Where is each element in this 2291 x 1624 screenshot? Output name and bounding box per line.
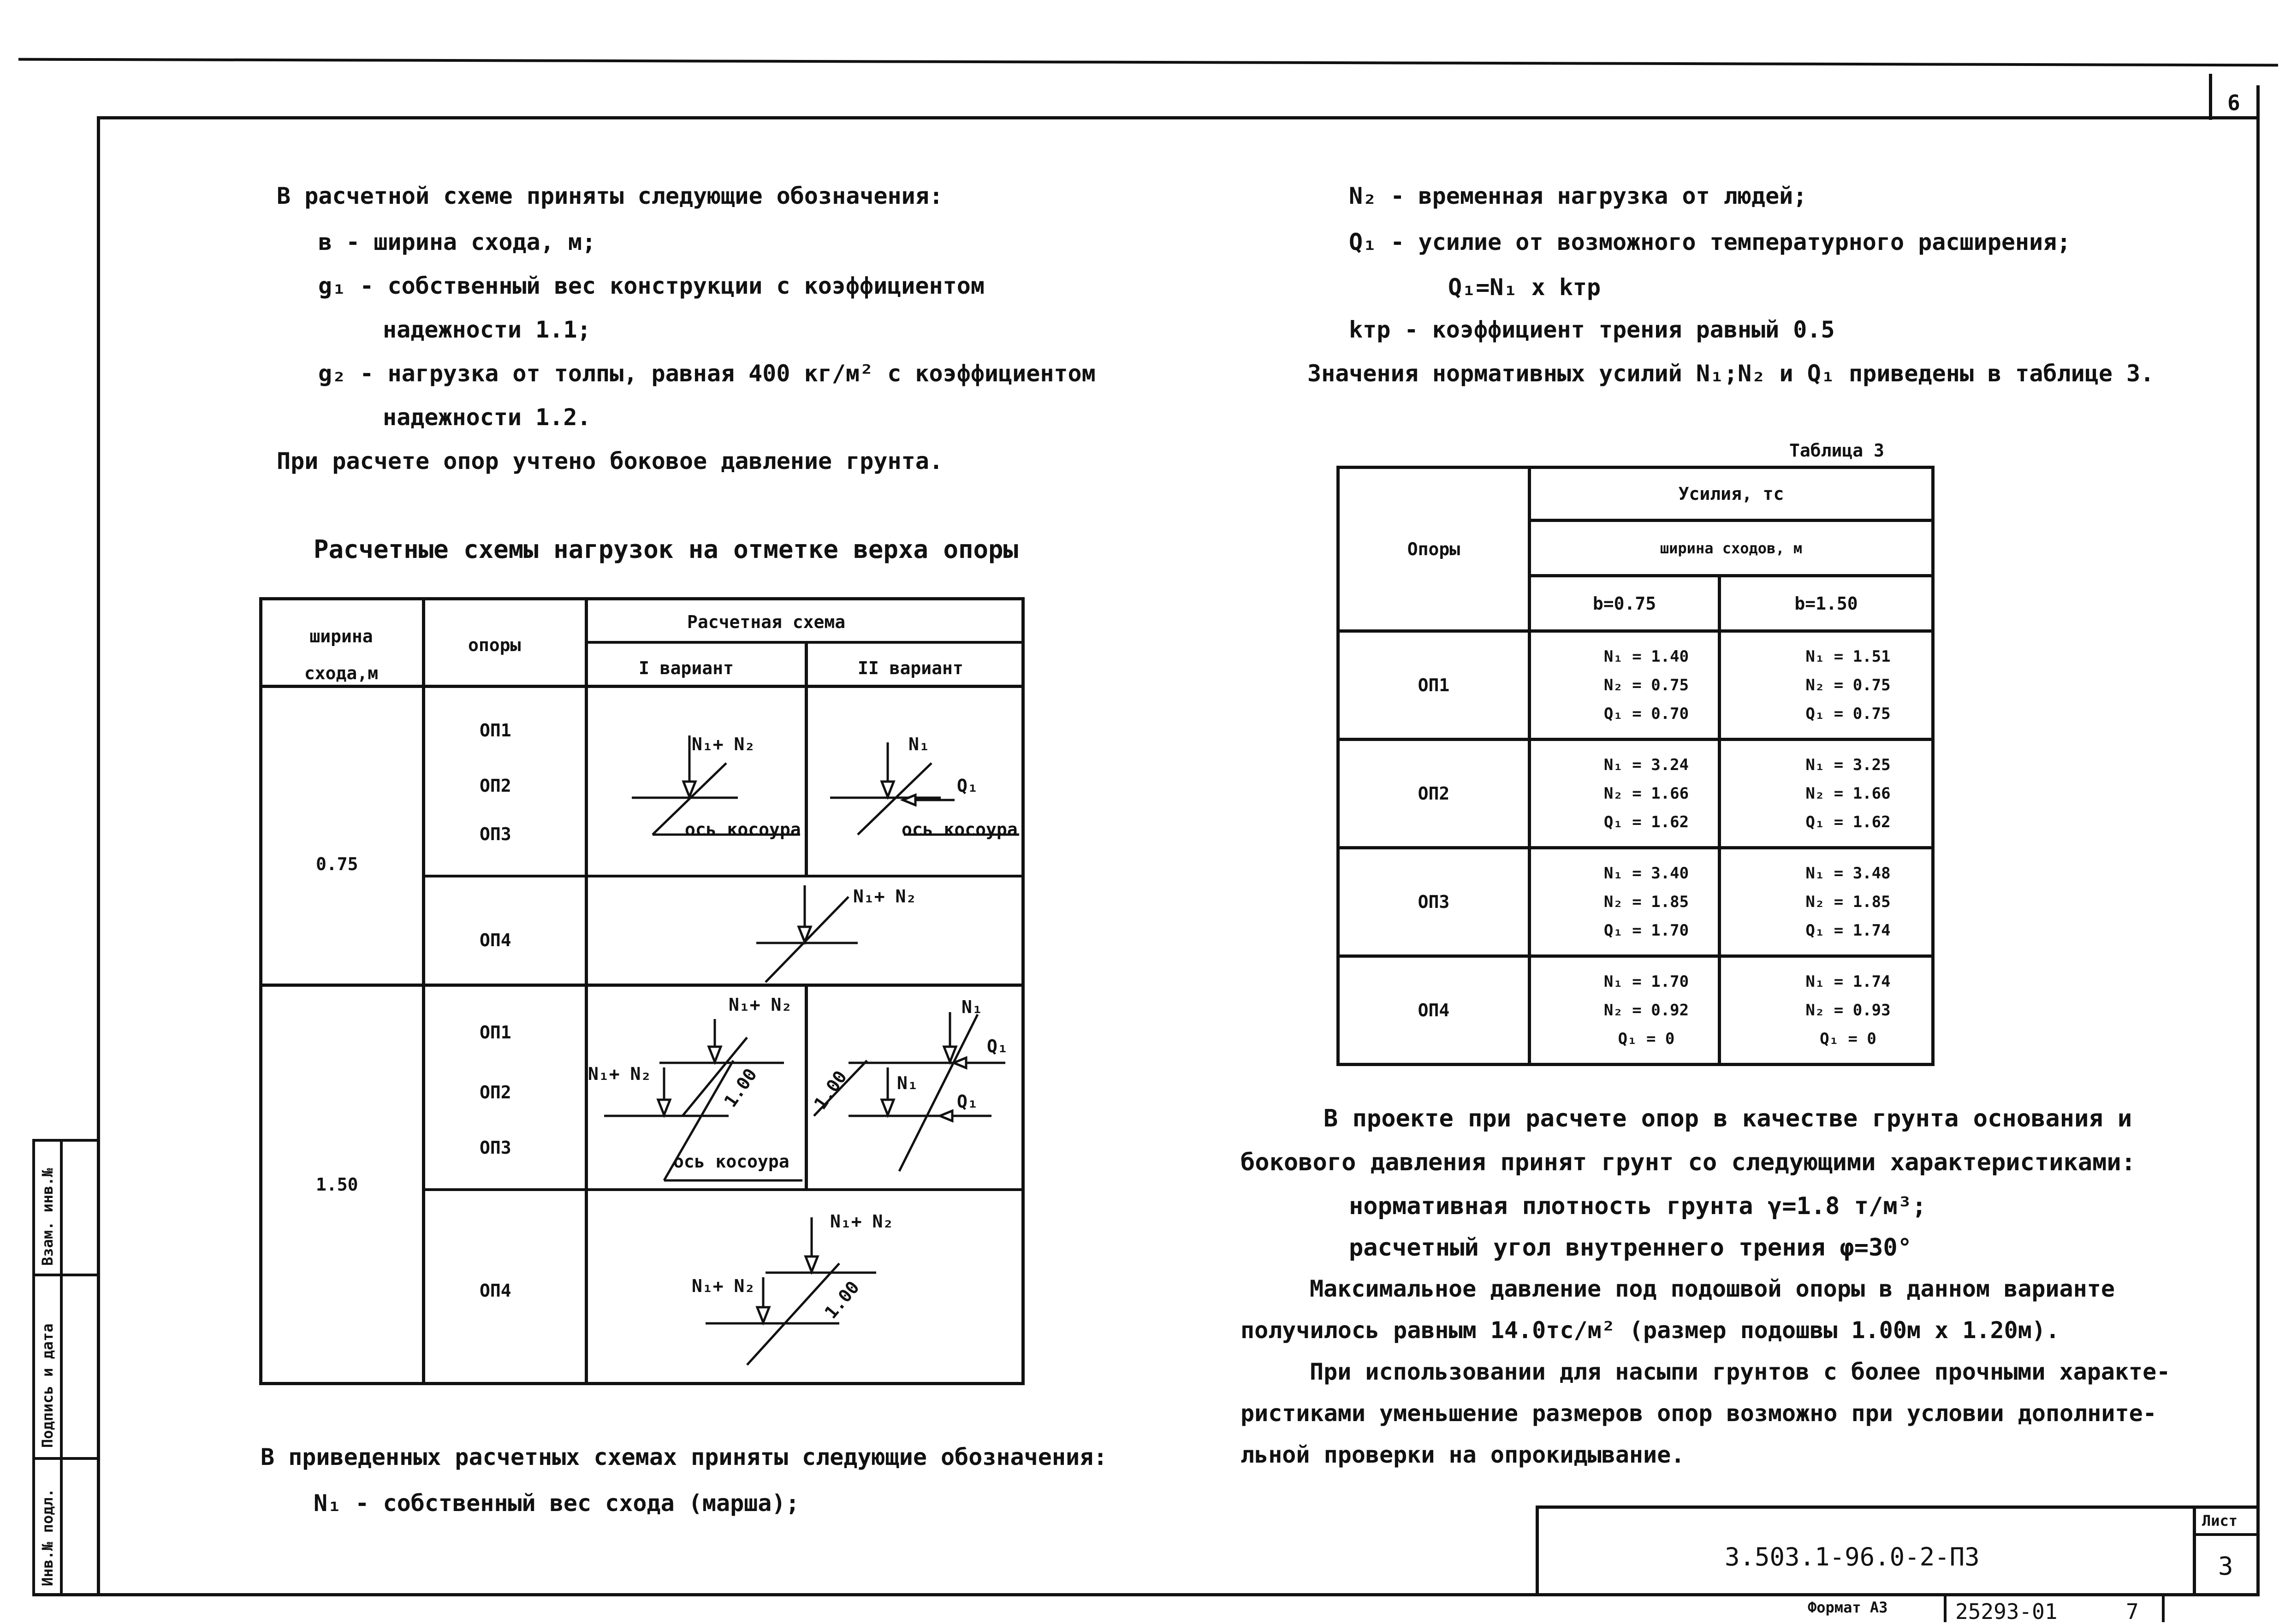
- st-op1-b: ОП1: [480, 1022, 511, 1043]
- lbl-n1n2-op4a: N₁+ N₂: [853, 886, 917, 907]
- sheet-corner-number: 6: [2227, 90, 2240, 115]
- footer-doc-number: 25293-01: [1955, 1599, 2058, 1624]
- def-q1: Q₁ - усилие от возможного температурного расширения;: [1349, 229, 2071, 255]
- lbl-n1n2-v1b-left: N₁+ N₂: [588, 1064, 652, 1084]
- ft-cell: N₁ = 3.24 N₂ = 1.66 Q₁ = 1.62: [1530, 740, 1720, 848]
- stronger-soil-line1: При использовании для насыпи грунтов с более прочными характе-: [1310, 1358, 2171, 1385]
- ft-row-name: ОП4: [1338, 956, 1530, 1065]
- title-block-sheet-div: [2193, 1533, 2260, 1536]
- footer-sep1: [1944, 1596, 1947, 1622]
- st-op3-b: ОП3: [480, 1138, 511, 1158]
- st-hdr-var1: I вариант: [639, 658, 734, 678]
- ft-row-name: ОП2: [1338, 740, 1530, 848]
- footer-page: 7: [2126, 1599, 2139, 1624]
- ft-col2: b=1.50: [1720, 576, 1933, 631]
- def-g1-cont: надежности 1.1;: [383, 316, 591, 343]
- def-n1: N₁ - собственный вес схода (марша);: [314, 1490, 800, 1517]
- lbl-kosour-v2a: ось косоура: [902, 819, 1018, 840]
- st-op2-b: ОП2: [480, 1082, 511, 1102]
- stronger-soil-line3: льной проверки на опрокидывание.: [1240, 1441, 1685, 1468]
- st-hdr-supports: опоры: [468, 635, 521, 655]
- lbl-kosour-v1b: ось косоура: [673, 1151, 789, 1172]
- st-hdr-scheme: Расчетная схема: [687, 612, 846, 632]
- st-width-150: 1.50: [316, 1174, 358, 1195]
- stamp-replace-label: Взам. инв.№: [39, 1168, 56, 1266]
- ft-col1: b=0.75: [1530, 576, 1720, 631]
- def-g1: g₁ - собственный вес конструкции с коэффициентом: [318, 273, 985, 299]
- forces-table: [1336, 466, 1935, 1066]
- schemes-title: Расчетные схемы нагрузок на отметке верха опоры: [314, 535, 1019, 564]
- lbl-q1-v2b-top: Q₁: [987, 1036, 1008, 1056]
- lbl-n1n2-op4b-left: N₁+ N₂: [692, 1276, 755, 1296]
- ft-cell: N₁ = 1.40 N₂ = 0.75 Q₁ = 0.70: [1530, 631, 1720, 740]
- lbl-q1-v2a: Q₁: [957, 776, 978, 796]
- side-pressure-note: При расчете опор учтено боковое давление грунта.: [277, 448, 943, 474]
- max-pressure-line2: получилось равным 14.0тс/м² (размер подошвы 1.00м x 1.20м).: [1240, 1317, 2060, 1344]
- st-op4-a: ОП4: [480, 930, 511, 950]
- values-note: Значения нормативных усилий N₁;N₂ и Q₁ приведены в таблице 3.: [1307, 360, 2154, 387]
- lbl-kosour-v1a: ось косоура: [685, 819, 801, 840]
- ft-cell: N₁ = 3.25 N₂ = 1.66 Q₁ = 1.62: [1720, 740, 1933, 848]
- st-hdr-width: ширина схода,м: [304, 626, 379, 683]
- ft-cell: N₁ = 3.40 N₂ = 1.85 Q₁ = 1.70: [1530, 848, 1720, 956]
- stamp-inv-label: Инв.№ подл.: [39, 1488, 56, 1586]
- table3-caption: Таблица 3: [1789, 440, 1884, 461]
- lbl-n1n2-v1a: N₁+ N₂: [692, 734, 755, 754]
- lbl-q1-v2b-bottom: Q₁: [957, 1091, 978, 1112]
- soil-par1-line2: бокового давления принят грунт со следующими характеристиками:: [1240, 1149, 2136, 1176]
- soil-friction-angle: расчетный угол внутреннего трения φ=30°: [1349, 1234, 1912, 1262]
- ft-cell: N₁ = 1.70 N₂ = 0.92 Q₁ = 0: [1530, 956, 1720, 1065]
- lbl-one-v2b: 1.00: [810, 1067, 851, 1114]
- soil-par1-line1: В проекте при расчете опор в качестве грунта основания и: [1324, 1105, 2132, 1132]
- lbl-n1n2-op4b-top: N₁+ N₂: [830, 1211, 894, 1232]
- st-op1-a: ОП1: [480, 720, 511, 741]
- sheet-label: Лист: [2202, 1512, 2238, 1529]
- doc-code: 3.503.1-96.0-2-ПЗ: [1725, 1542, 1980, 1571]
- def-b: в - ширина схода, м;: [318, 229, 596, 255]
- left-intro: В расчетной схеме приняты следующие обозначения:: [277, 183, 943, 209]
- def-ktr: kтр - коэффициент трения равный 0.5: [1349, 316, 1835, 343]
- lbl-one-op4b: 1.00: [820, 1277, 864, 1323]
- ft-row-name: ОП3: [1338, 848, 1530, 956]
- ft-hdr-width: ширина сходов, м: [1530, 521, 1933, 576]
- lbl-n1-v2b-mid: N₁: [897, 1073, 918, 1093]
- lbl-n1-v2b: N₁: [962, 997, 983, 1017]
- title-block-sheet-left: [2193, 1505, 2196, 1596]
- lbl-n1n2-v1b-top: N₁+ N₂: [729, 995, 792, 1015]
- def-g2-cont: надежности 1.2.: [383, 404, 591, 431]
- title-block-left: [1536, 1505, 1539, 1596]
- stronger-soil-line2: ристиками уменьшение размеров опор возможно при условии дополните-: [1240, 1400, 2157, 1427]
- def-g2: g₂ - нагрузка от толпы, равная 400 кг/м² с коэффициентом: [318, 360, 1096, 387]
- footer-sep2: [2162, 1596, 2165, 1622]
- st-hdr-var2: II вариант: [858, 658, 963, 678]
- format-label: Формат А3: [1808, 1599, 1888, 1616]
- st-width-075: 0.75: [316, 854, 358, 874]
- ft-hdr-supports: Опоры: [1338, 468, 1530, 631]
- def-n2: N₂ - временная нагрузка от людей;: [1349, 183, 1807, 209]
- ft-hdr-forces: Усилия, тс: [1530, 468, 1933, 521]
- stamp-sign-label: Подпись и дата: [39, 1323, 56, 1448]
- max-pressure-line1: Максимальное давление под подошвой опоры в данном варианте: [1310, 1275, 2115, 1302]
- st-op2-a: ОП2: [480, 776, 511, 796]
- ft-row-name: ОП1: [1338, 631, 1530, 740]
- ft-cell: N₁ = 1.74 N₂ = 0.93 Q₁ = 0: [1720, 956, 1933, 1065]
- sheet-number: 3: [2218, 1552, 2233, 1581]
- lbl-one-v1b: 1.00: [720, 1064, 761, 1111]
- ft-cell: N₁ = 1.51 N₂ = 0.75 Q₁ = 0.75: [1720, 631, 1933, 740]
- lbl-n1-v2a: N₁: [908, 734, 930, 754]
- st-op4-b: ОП4: [480, 1280, 511, 1301]
- st-op3-a: ОП3: [480, 824, 511, 844]
- after-table-intro: В приведенных расчетных схемах приняты следующие обозначения:: [261, 1444, 1108, 1470]
- ft-cell: N₁ = 3.48 N₂ = 1.85 Q₁ = 1.74: [1720, 848, 1933, 956]
- q1-formula: Q₁=N₁ x kтр: [1448, 274, 1601, 301]
- title-block-top: [1536, 1505, 2260, 1509]
- soil-density: нормативная плотность грунта γ=1.8 т/м³;: [1349, 1192, 1927, 1220]
